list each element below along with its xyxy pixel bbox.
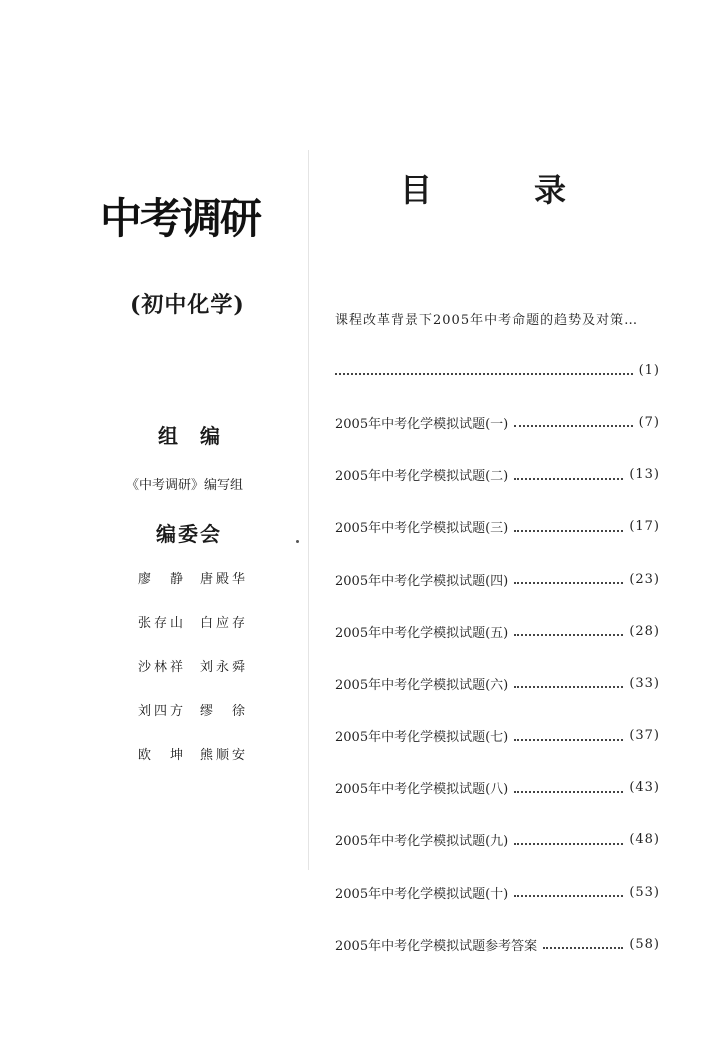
toc-entry-title: 2005年中考化学模拟试题(十) (335, 886, 509, 902)
dot-leader (514, 729, 623, 743)
book-title: 中考调研 (100, 194, 261, 243)
toc-entry[interactable] (335, 553, 660, 605)
toc-entry[interactable] (335, 605, 660, 657)
toc-entry-title: 2005年中考化学模拟试题(五) (335, 625, 509, 641)
toc-entry[interactable] (335, 501, 660, 553)
dot-leader (514, 415, 632, 429)
toc-list (335, 292, 660, 970)
toc-entry-page: (13) (629, 467, 660, 483)
member-row (138, 656, 298, 700)
toc-entry-title: 2005年中考化学模拟试题(六) (335, 677, 509, 693)
member-name: 廖 静 (138, 572, 187, 587)
toc-entry-page: (17) (629, 519, 660, 535)
member-row (138, 700, 298, 744)
member-row (138, 612, 298, 656)
toc-entry[interactable] (335, 814, 660, 866)
toc-entry-page: (1) (638, 362, 660, 378)
dot-leader (514, 833, 623, 847)
toc-heading (400, 170, 590, 210)
dot-leader (514, 781, 623, 795)
committee-members (138, 568, 298, 788)
dot-leader (514, 885, 623, 899)
member-name: 唐殿华 (200, 572, 249, 587)
toc-entry-title: 2005年中考化学模拟试题(一) (335, 416, 509, 432)
toc-entry[interactable] (335, 866, 660, 918)
toc-entry-title: 2005年中考化学模拟试题(二) (335, 469, 509, 485)
toc-entry-title: 2005年中考化学模拟试题(八) (335, 782, 509, 798)
toc-entry-page: (28) (629, 623, 660, 639)
member-name: 刘四方 (138, 704, 187, 719)
compile-group: 《中考调研》编写组 (126, 478, 244, 493)
dot-leader (543, 937, 623, 951)
compile-heading: 组编 (158, 424, 242, 448)
dot-leader (335, 363, 633, 377)
toc-entry-page: (48) (629, 832, 660, 848)
print-speck (296, 540, 299, 543)
toc-entry[interactable] (335, 762, 660, 814)
toc-entry-page: (23) (629, 571, 660, 587)
toc-entry[interactable] (335, 710, 660, 762)
column-divider (308, 150, 309, 870)
toc-entry-page: (33) (629, 675, 660, 691)
toc-entry-title: 2005年中考化学模拟试题(三) (335, 521, 509, 537)
toc-entry-title: 2005年中考化学模拟试题参考答案 (335, 938, 538, 954)
toc-entry[interactable] (335, 449, 660, 501)
member-row (138, 568, 298, 612)
member-name: 缪 徐 (200, 704, 249, 719)
toc-entry[interactable] (335, 657, 660, 709)
dot-leader (514, 624, 623, 638)
toc-entry-page: (7) (638, 414, 660, 430)
toc-entry-page: (53) (629, 884, 660, 900)
member-name: 沙林祥 (138, 660, 187, 675)
toc-entry-page: (37) (629, 728, 660, 744)
member-name: 刘永舜 (200, 660, 249, 675)
committee-heading: 编委会 (156, 522, 222, 546)
toc-entry[interactable] (335, 918, 660, 970)
toc-entry[interactable] (335, 396, 660, 448)
book-subtitle: (初中化学) (130, 292, 245, 318)
toc-entry-continuation[interactable] (335, 344, 660, 396)
member-name: 张存山 (138, 616, 187, 631)
member-name: 熊顺安 (200, 748, 249, 763)
dot-leader (514, 572, 623, 586)
toc-entry-title: 课程改革背景下2005年中考命题的趋势及对策… (335, 312, 639, 328)
dot-leader (514, 520, 623, 534)
toc-entry[interactable] (335, 292, 660, 344)
member-name: 白应存 (200, 616, 249, 631)
dot-leader (514, 676, 623, 690)
toc-entry-title: 2005年中考化学模拟试题(七) (335, 730, 509, 746)
toc-entry-page: (43) (629, 780, 660, 796)
toc-entry-page: (58) (629, 936, 660, 952)
toc-entry-title: 2005年中考化学模拟试题(四) (335, 573, 509, 589)
toc-entry-title: 2005年中考化学模拟试题(九) (335, 834, 509, 850)
member-name: 欧 坤 (138, 748, 187, 763)
toc-heading-char: 录 (534, 171, 567, 209)
member-row (138, 744, 298, 788)
dot-leader (514, 468, 623, 482)
toc-heading-char: 目 (400, 171, 433, 209)
